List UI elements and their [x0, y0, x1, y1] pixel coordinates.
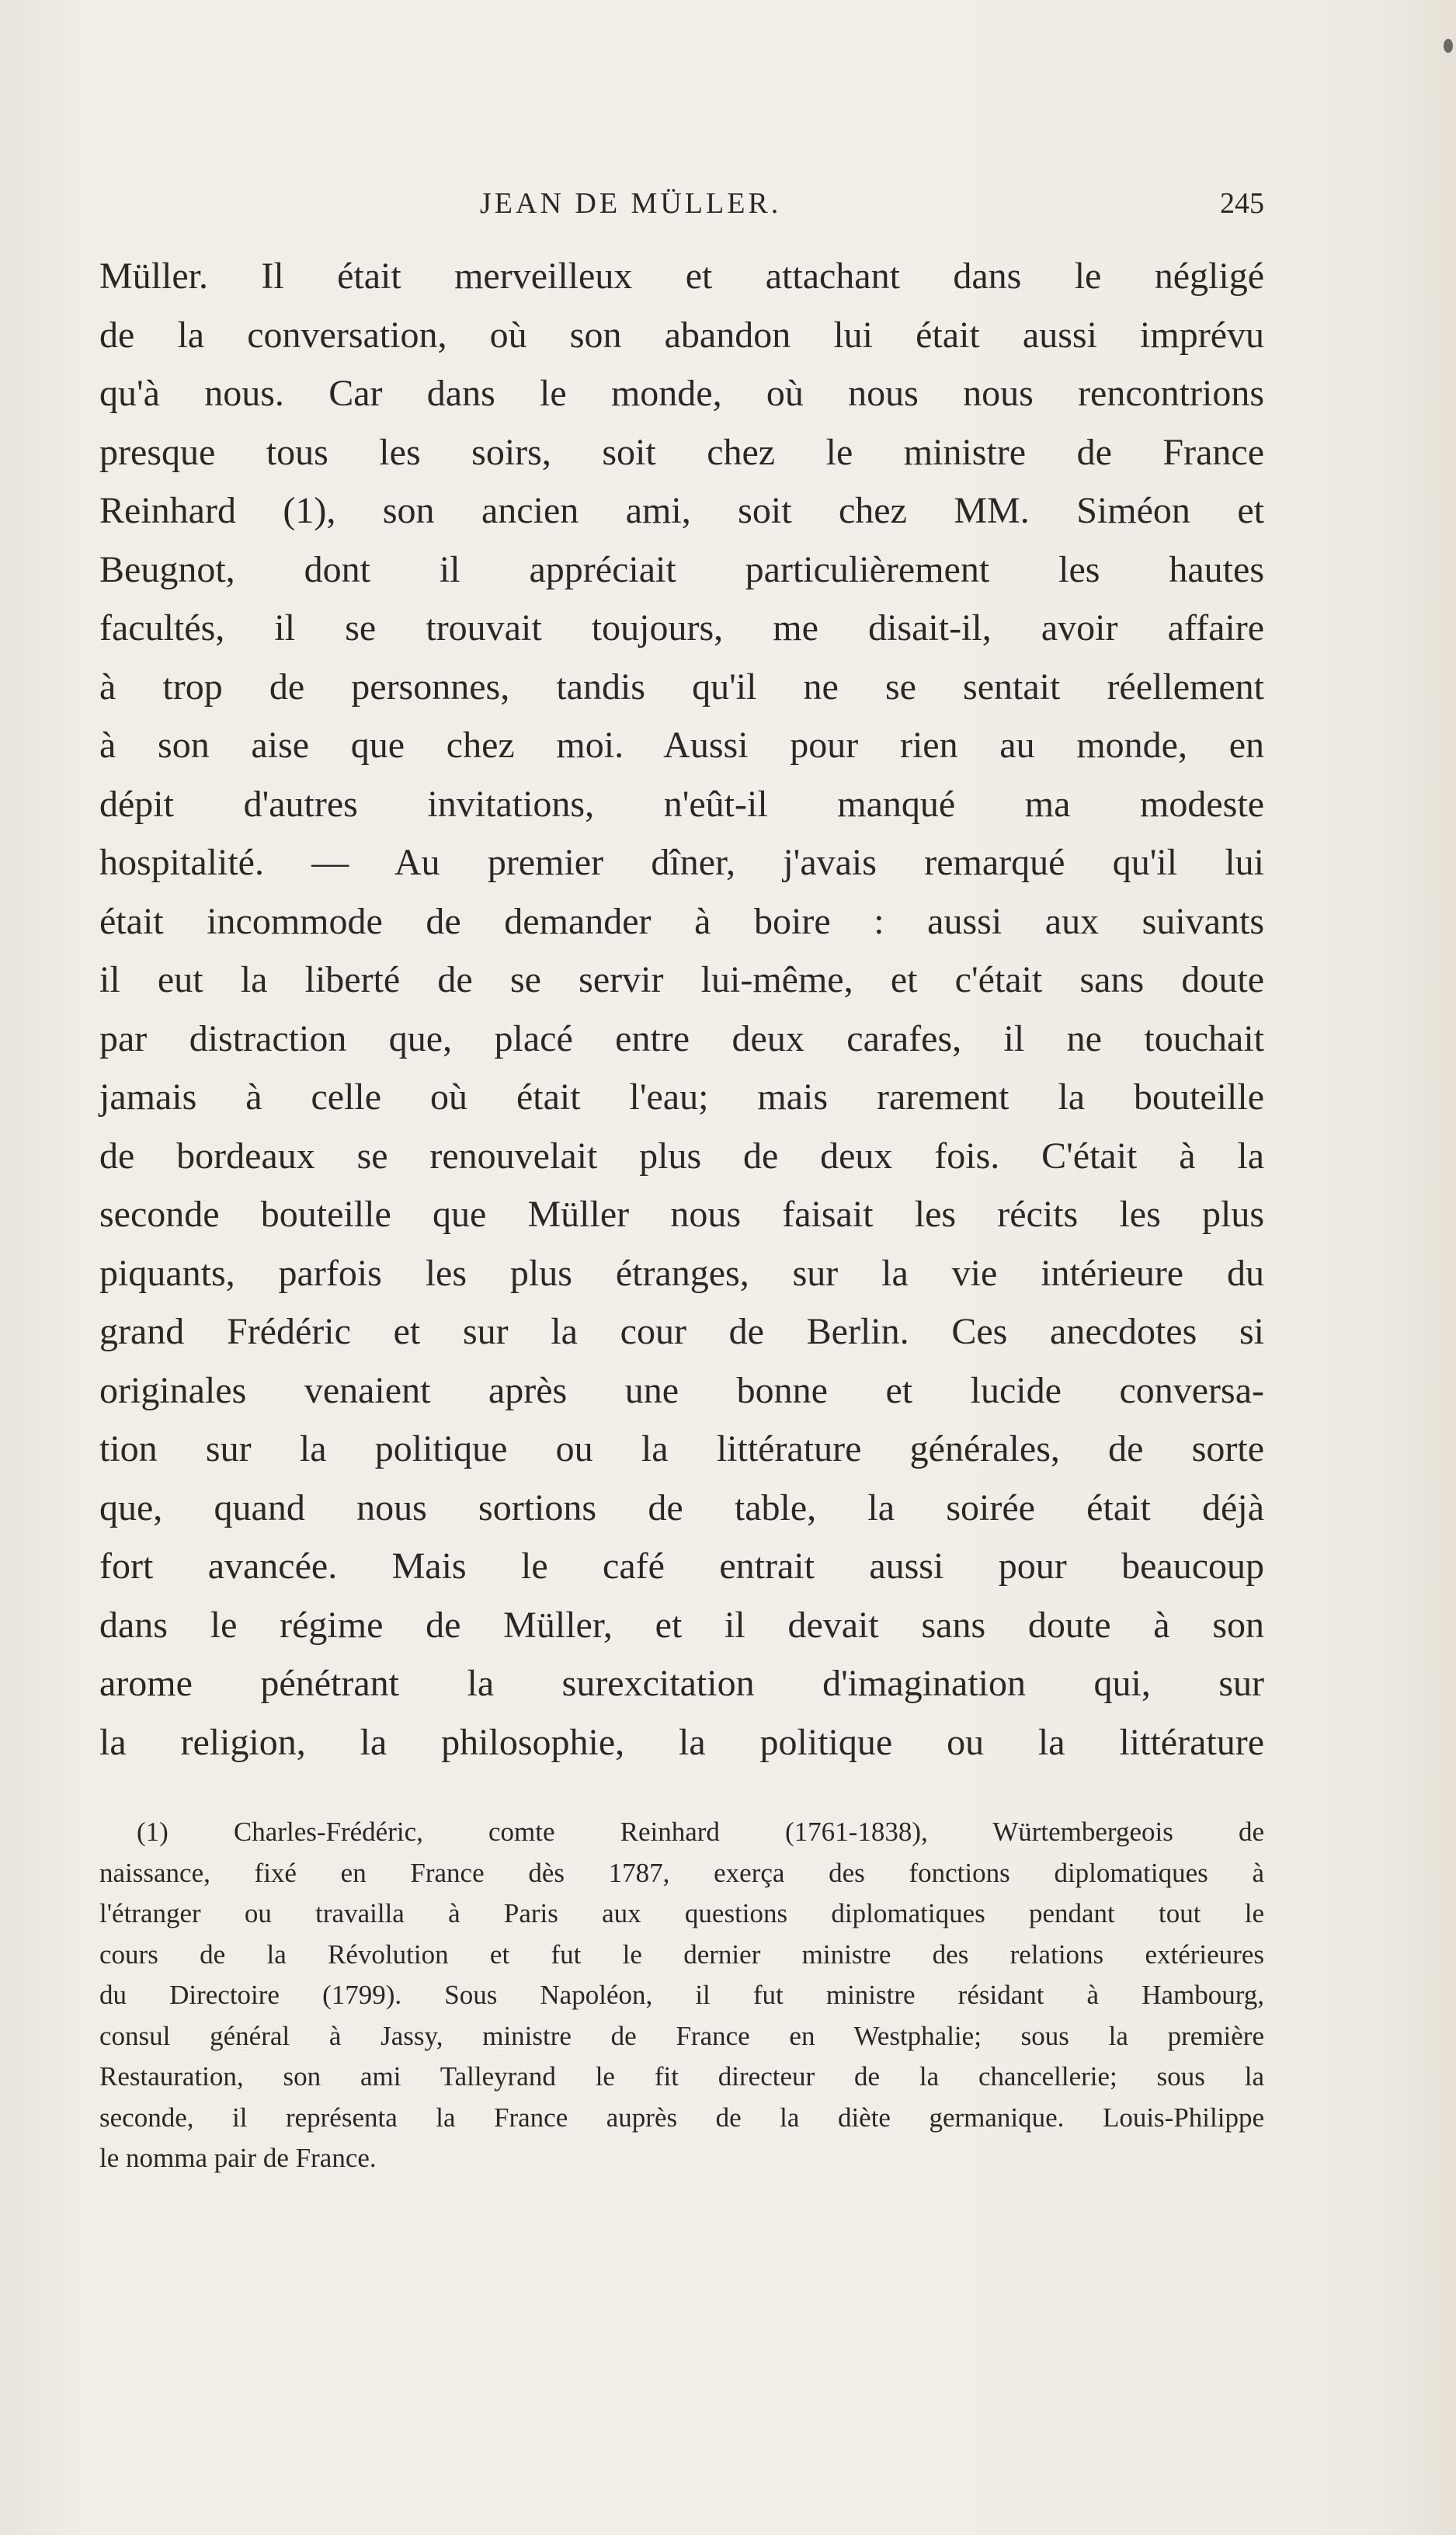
- text-line: originales venaient après une bonne et lucide conversa-: [99, 1369, 1264, 1411]
- text-line: jamais à celle où était l'eau; mais rarement la bouteille: [99, 1076, 1264, 1118]
- footnote-line: cours de la Révolution et fut le dernier ministre des relations extérieures: [99, 1939, 1264, 1970]
- text-line: à son aise que chez moi. Aussi pour rien au monde, en: [99, 725, 1264, 766]
- text-line: par distraction que, placé entre deux carafes, il ne touchait: [99, 1017, 1264, 1059]
- text-line: qu'à nous. Car dans le monde, où nous nous rencontrions: [99, 373, 1264, 414]
- page-number: 245: [1220, 187, 1264, 220]
- footnote-line: du Directoire (1799). Sous Napoléon, il fut ministre résidant à Hambourg,: [99, 1980, 1264, 2010]
- footnote-line: consul général à Jassy, ministre de France en Westphalie; sous la première: [99, 2020, 1264, 2051]
- text-line: tion sur la politique ou la littérature générales, de sorte: [99, 1428, 1264, 1469]
- footnote-line: Restauration, son ami Talleyrand le fit directeur de la chancellerie; sous la: [99, 2061, 1264, 2092]
- text-line: il eut la liberté de se servir lui-même, et c'était sans doute: [99, 959, 1264, 1000]
- text-line: la religion, la philosophie, la politique ou la littérature: [99, 1721, 1264, 1763]
- footnote-line: naissance, fixé en France dès 1787, exerça des fonctions diplomatiques à: [99, 1857, 1264, 1888]
- text-line: hospitalité. — Au premier dîner, j'avais remarqué qu'il lui: [99, 842, 1264, 883]
- footnote-line: l'étranger ou travailla à Paris aux questions diplomatiques pendant tout le: [99, 1898, 1264, 1928]
- text-line: était incommode de demander à boire : aussi aux suivants: [99, 900, 1264, 942]
- text-line: seconde bouteille que Müller nous faisait les récits les plus: [99, 1194, 1264, 1235]
- footnote: [99, 1812, 1264, 2179]
- text-line: dépit d'autres invitations, n'eût-il manqué ma modeste: [99, 783, 1264, 825]
- text-line: Reinhard (1), son ancien ami, soit chez MM. Siméon et: [99, 490, 1264, 531]
- page-header: [99, 186, 1264, 233]
- text-line: Müller. Il était merveilleux et attachant dans le négligé: [99, 256, 1264, 297]
- text-line: presque tous les soirs, soit chez le ministre de France: [99, 431, 1264, 473]
- text-line: de bordeaux se renouvelait plus de deux fois. C'était à la: [99, 1135, 1264, 1177]
- ink-spot: [1444, 39, 1453, 53]
- text-line: de la conversation, où son abandon lui était aussi imprévu: [99, 314, 1264, 356]
- text-line: dans le régime de Müller, et il devait sans doute à son: [99, 1604, 1264, 1646]
- text-line: arome pénétrant la surexcitation d'imagination qui, sur: [99, 1663, 1264, 1704]
- footnote-line: (1) Charles-Frédéric, comte Reinhard (1761-1838), Würtembergeois de: [137, 1817, 1264, 1847]
- main-text: [99, 247, 1264, 1772]
- text-line: fort avancée. Mais le café entrait aussi pour beaucoup: [99, 1546, 1264, 1587]
- text-line: que, quand nous sortions de table, la soirée était déjà: [99, 1487, 1264, 1528]
- running-title: JEAN DE MÜLLER.: [480, 187, 782, 220]
- text-line: piquants, parfois les plus étranges, sur la vie intérieure du: [99, 1252, 1264, 1294]
- text-line: grand Frédéric et sur la cour de Berlin. Ces anecdotes si: [99, 1311, 1264, 1352]
- footnote-line: le nomma pair de France.: [99, 2143, 377, 2173]
- text-line: facultés, il se trouvait toujours, me disait-il, avoir affaire: [99, 607, 1264, 649]
- text-line: Beugnot, dont il appréciait particulièrement les hautes: [99, 548, 1264, 590]
- text-line: à trop de personnes, tandis qu'il ne se sentait réellement: [99, 666, 1264, 708]
- footnote-line: seconde, il représenta la France auprès de la diète germanique. Louis-Philippe: [99, 2102, 1264, 2133]
